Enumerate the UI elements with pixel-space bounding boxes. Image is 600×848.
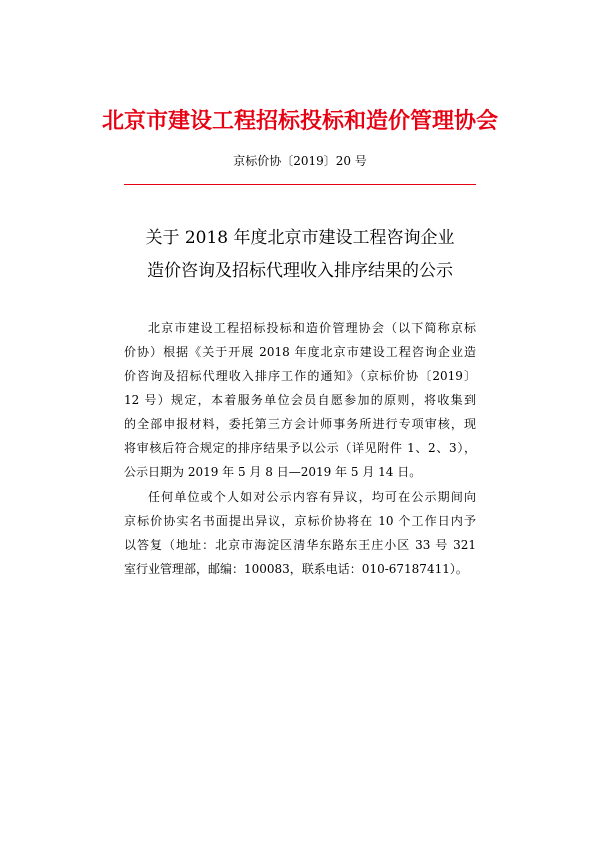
paragraph-line: 价协）根据《关于开展 2018 年度北京市建设工程咨询企业造 (124, 345, 476, 359)
document-number: 京标价协〔2019〕20 号 (233, 154, 367, 168)
red-divider-line (124, 184, 476, 185)
paragraph-line: 北京市建设工程招标投标和造价管理协会（以下简称京标 (148, 321, 476, 335)
body-paragraph-1 (124, 316, 476, 484)
document-title-line-2: 造价咨询及招标代理收入排序结果的公示 (147, 261, 453, 281)
body-paragraph-2 (124, 485, 476, 581)
paragraph-line: 价咨询及招标代理收入排序工作的通知》（京标价协〔2019〕 (124, 369, 476, 383)
paragraph-line: 12 号）规定，本着服务单位会员自愿参加的原则，将收集到 (124, 393, 476, 407)
document-title-line-1: 关于 2018 年度北京市建设工程咨询企业 (145, 228, 455, 248)
paragraph-line: 公示日期为 2019 年 5 月 8 日—2019 年 5 月 14 日。 (124, 465, 422, 479)
paragraph-line: 以答复（地址：北京市海淀区清华东路东王庄小区 33 号 321 (124, 538, 476, 552)
paragraph-line: 室行业管理部，邮编：100083，联系电话：010-67187411）。 (124, 562, 468, 576)
paragraph-line: 京标价协实名书面提出异议，京标价协将在 10 个工作日内予 (124, 514, 476, 528)
paragraph-line: 将审核后符合规定的排序结果予以公示（详见附件 1、2、3）， (124, 441, 476, 455)
organization-header: 北京市建设工程招标投标和造价管理协会 (101, 108, 498, 134)
paragraph-line: 任何单位或个人如对公示内容有异议，均可在公示期间向 (148, 490, 476, 504)
paragraph-line: 的全部申报材料，委托第三方会计师事务所进行专项审核，现 (124, 417, 476, 431)
